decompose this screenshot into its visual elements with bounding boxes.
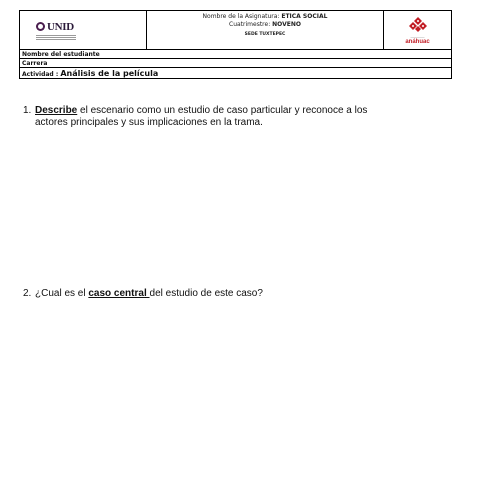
student-name-row — [20, 50, 451, 59]
question-text-before: ¿Cual es el — [35, 288, 89, 299]
unid-logo-text: UNID — [47, 20, 74, 33]
term-label: Cuatrimestre: — [229, 21, 273, 28]
header-right-logo-cell — [384, 11, 451, 49]
question-text-after: del estudio de este caso? — [149, 288, 263, 299]
subject-line — [203, 13, 328, 21]
student-name-label: Nombre del estudiante — [22, 51, 100, 58]
question-number: 1. — [23, 105, 32, 116]
activity-row — [20, 68, 451, 79]
header-left-logo-cell — [20, 11, 147, 49]
subject-value: ETICA SOCIAL — [281, 13, 328, 20]
unid-tagline-lines — [36, 35, 76, 40]
career-row — [20, 59, 451, 68]
student-info-table — [19, 50, 452, 79]
activity-label: Actividad : — [22, 71, 61, 78]
question-2 — [23, 288, 433, 300]
anahuac-caption-lines: ———— — [410, 34, 425, 39]
term-line — [229, 21, 301, 29]
question-continuation: actores principales y sus implicaciones en la trama. — [35, 117, 263, 128]
document-header — [19, 10, 452, 50]
campus-line: SEDE TUXTEPEC — [244, 32, 286, 37]
career-label: Carrera — [22, 60, 48, 67]
subject-label: Nombre de la Asignatura: — [202, 13, 282, 20]
question-keyword: Describe — [35, 105, 78, 116]
unid-logo — [36, 21, 76, 40]
question-1 — [23, 105, 433, 129]
question-keyword: caso central — [88, 288, 150, 299]
activity-value: Análisis de la película — [60, 69, 159, 78]
header-center-cell — [147, 11, 384, 49]
unid-mark-icon — [36, 22, 45, 31]
question-text: el escenario como un estudio de caso particular y reconoce a los — [77, 105, 368, 116]
term-value: NOVENO — [272, 21, 301, 28]
question-number: 2. — [23, 288, 32, 299]
anahuac-logo-text: anáhuac — [405, 38, 430, 45]
anahuac-logo-icon — [409, 16, 427, 34]
